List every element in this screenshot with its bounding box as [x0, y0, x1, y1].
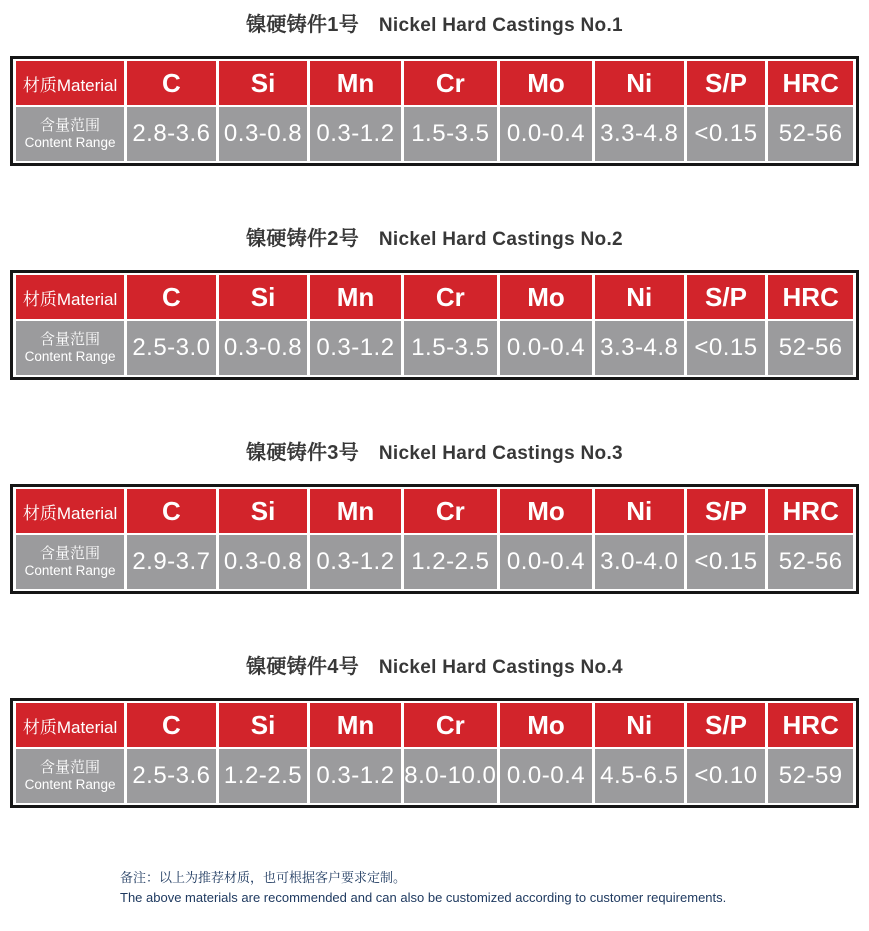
table-title-zh: 镍硬铸件1号	[246, 14, 360, 36]
value-cell-mo: 0.0-0.4	[500, 535, 592, 589]
value-cell-mn: 0.3-1.2	[310, 749, 400, 803]
element-header-cell-si: Si	[219, 61, 308, 105]
range-label-cell	[16, 321, 124, 375]
element-header-cell-c: C	[127, 703, 216, 747]
table-title-en: Nickel Hard Castings No.2	[378, 229, 623, 250]
value-cell-hrc: 52-56	[768, 321, 853, 375]
range-label-cell	[16, 535, 124, 589]
value-row	[16, 107, 853, 161]
note-line-zh: 备注：以上为推荐材质，也可根据客户要求定制。	[120, 870, 407, 885]
value-cell-sp: <0.15	[687, 535, 766, 589]
value-cell-cr: 1.5-3.5	[404, 107, 497, 161]
element-header-cell-mo: Mo	[500, 275, 592, 319]
casting-spec-section-1	[10, 12, 859, 166]
value-cell-c: 2.9-3.7	[127, 535, 216, 589]
range-label-zh: 含量范围	[40, 331, 101, 348]
header-row	[16, 275, 853, 319]
range-label-zh: 含量范围	[40, 117, 101, 134]
value-cell-sp: <0.10	[687, 749, 766, 803]
element-header-cell-cr: Cr	[404, 489, 497, 533]
element-header-cell-mo: Mo	[500, 703, 592, 747]
table-title-zh: 镍硬铸件2号	[246, 228, 360, 250]
composition-table	[10, 56, 859, 166]
element-header-cell-sp: S/P	[687, 275, 766, 319]
element-header-cell-mo: Mo	[500, 489, 592, 533]
casting-spec-section-2	[10, 226, 859, 380]
casting-spec-section-4	[10, 654, 859, 808]
range-label-en: Content Range	[24, 563, 116, 578]
material-header-cell: 材质Material	[16, 61, 124, 105]
value-cell-sp: <0.15	[687, 107, 766, 161]
range-label-cell	[16, 749, 124, 803]
value-cell-mo: 0.0-0.4	[500, 107, 592, 161]
value-cell-cr: 8.0-10.0	[404, 749, 497, 803]
table-title-zh: 镍硬铸件3号	[246, 442, 360, 464]
value-cell-c: 2.8-3.6	[127, 107, 216, 161]
element-header-cell-sp: S/P	[687, 61, 766, 105]
range-label-en: Content Range	[24, 349, 116, 364]
value-row	[16, 535, 853, 589]
element-header-cell-ni: Ni	[595, 275, 684, 319]
material-header-cell: 材质Material	[16, 275, 124, 319]
value-row	[16, 749, 853, 803]
element-header-cell-hrc: HRC	[768, 489, 853, 533]
value-cell-cr: 1.5-3.5	[404, 321, 497, 375]
value-cell-si: 0.3-0.8	[219, 535, 308, 589]
element-header-cell-sp: S/P	[687, 489, 766, 533]
value-cell-hrc: 52-59	[768, 749, 853, 803]
element-header-cell-cr: Cr	[404, 61, 497, 105]
note-line-en: The above materials are recommended and can also be customized according to customer requirements.	[120, 889, 727, 905]
table-title-en: Nickel Hard Castings No.3	[378, 443, 623, 464]
value-cell-ni: 3.0-4.0	[595, 535, 684, 589]
table-title-zh: 镍硬铸件4号	[246, 656, 360, 678]
value-cell-ni: 3.3-4.8	[595, 321, 684, 375]
value-cell-cr: 1.2-2.5	[404, 535, 497, 589]
element-header-cell-mo: Mo	[500, 61, 592, 105]
value-cell-mn: 0.3-1.2	[310, 321, 400, 375]
table-title-en: Nickel Hard Castings No.1	[378, 15, 623, 36]
value-cell-c: 2.5-3.6	[127, 749, 216, 803]
value-cell-si: 1.2-2.5	[219, 749, 308, 803]
element-header-cell-hrc: HRC	[768, 703, 853, 747]
table-title	[10, 226, 859, 253]
element-header-cell-cr: Cr	[404, 703, 497, 747]
element-header-cell-ni: Ni	[595, 703, 684, 747]
table-title	[10, 654, 859, 681]
element-header-cell-si: Si	[219, 703, 308, 747]
element-header-cell-cr: Cr	[404, 275, 497, 319]
element-header-cell-si: Si	[219, 489, 308, 533]
element-header-cell-ni: Ni	[595, 61, 684, 105]
composition-table	[10, 484, 859, 594]
header-row	[16, 703, 853, 747]
element-header-cell-c: C	[127, 275, 216, 319]
value-cell-hrc: 52-56	[768, 535, 853, 589]
value-cell-mn: 0.3-1.2	[310, 107, 400, 161]
header-row	[16, 489, 853, 533]
element-header-cell-c: C	[127, 489, 216, 533]
table-title	[10, 440, 859, 467]
element-header-cell-hrc: HRC	[768, 275, 853, 319]
value-cell-si: 0.3-0.8	[219, 107, 308, 161]
range-label-en: Content Range	[24, 135, 116, 150]
table-title	[10, 12, 859, 39]
value-cell-ni: 4.5-6.5	[595, 749, 684, 803]
range-label-en: Content Range	[24, 777, 116, 792]
footer-note	[120, 868, 869, 907]
value-cell-mn: 0.3-1.2	[310, 535, 400, 589]
value-cell-ni: 3.3-4.8	[595, 107, 684, 161]
value-cell-si: 0.3-0.8	[219, 321, 308, 375]
composition-table	[10, 698, 859, 808]
range-label-zh: 含量范围	[40, 545, 101, 562]
value-cell-mo: 0.0-0.4	[500, 321, 592, 375]
value-row	[16, 321, 853, 375]
casting-spec-section-3	[10, 440, 859, 594]
element-header-cell-mn: Mn	[310, 61, 400, 105]
value-cell-c: 2.5-3.0	[127, 321, 216, 375]
value-cell-mo: 0.0-0.4	[500, 749, 592, 803]
element-header-cell-mn: Mn	[310, 275, 400, 319]
value-cell-sp: <0.15	[687, 321, 766, 375]
element-header-cell-sp: S/P	[687, 703, 766, 747]
element-header-cell-hrc: HRC	[768, 61, 853, 105]
element-header-cell-mn: Mn	[310, 703, 400, 747]
value-cell-hrc: 52-56	[768, 107, 853, 161]
element-header-cell-si: Si	[219, 275, 308, 319]
range-label-cell	[16, 107, 124, 161]
composition-table	[10, 270, 859, 380]
element-header-cell-c: C	[127, 61, 216, 105]
material-header-cell: 材质Material	[16, 489, 124, 533]
range-label-zh: 含量范围	[40, 759, 101, 776]
material-header-cell: 材质Material	[16, 703, 124, 747]
element-header-cell-ni: Ni	[595, 489, 684, 533]
element-header-cell-mn: Mn	[310, 489, 400, 533]
table-title-en: Nickel Hard Castings No.4	[378, 657, 623, 678]
header-row	[16, 61, 853, 105]
